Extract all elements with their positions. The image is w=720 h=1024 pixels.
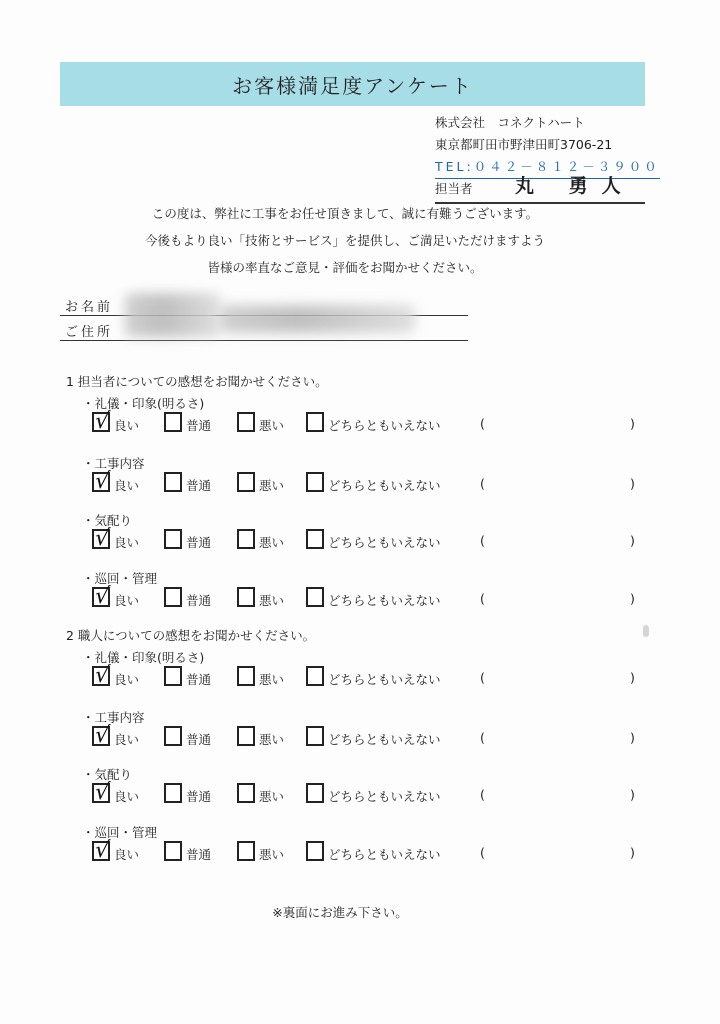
- option-checkbox[interactable]: [92, 526, 111, 551]
- check-mark-icon: √: [93, 723, 111, 748]
- option-checkbox[interactable]: [237, 726, 255, 746]
- option-label: 悪い: [259, 478, 285, 493]
- option-checkbox[interactable]: [237, 783, 255, 803]
- scan-speck: [643, 625, 649, 637]
- option-label: 悪い: [259, 418, 285, 433]
- option-checkbox[interactable]: [237, 841, 255, 861]
- check-mark-icon: √: [93, 469, 111, 494]
- option-label: どちらともいえない: [328, 789, 441, 804]
- section-title: 2 職人についての感想をお聞かせください。: [66, 628, 316, 643]
- option-checkbox[interactable]: [306, 726, 324, 746]
- option-label: 普通: [186, 535, 212, 550]
- question-label: ・気配り: [82, 513, 133, 528]
- option-checkbox[interactable]: [237, 472, 255, 492]
- comment-paren-open: (: [480, 845, 485, 860]
- check-mark-icon: √: [93, 409, 111, 434]
- option-checkbox[interactable]: [164, 587, 182, 607]
- check-mark-icon: √: [93, 526, 111, 551]
- option-checkbox[interactable]: [92, 780, 111, 805]
- comment-paren-open: (: [480, 670, 485, 685]
- option-checkbox[interactable]: [164, 841, 182, 861]
- option-checkbox[interactable]: [164, 472, 182, 492]
- question-label: ・工事内容: [82, 710, 145, 725]
- option-label: どちらともいえない: [328, 418, 441, 433]
- option-label: 良い: [114, 535, 140, 550]
- comment-paren-close: ): [630, 730, 635, 745]
- option-label: 良い: [114, 789, 140, 804]
- option-checkbox[interactable]: [164, 666, 182, 686]
- answer-options-row: [92, 469, 652, 496]
- option-label: どちらともいえない: [328, 593, 441, 608]
- option-label: 良い: [114, 672, 140, 687]
- option-label: 良い: [114, 847, 140, 862]
- company-tel: TEL:０４２－８１２－３９００: [435, 156, 660, 179]
- answer-options-row: [92, 723, 652, 750]
- staff-name: 丸 勇人: [515, 175, 635, 197]
- option-label: 良い: [114, 418, 140, 433]
- answer-options-row: [92, 584, 652, 611]
- option-checkbox[interactable]: [306, 666, 324, 686]
- option-label: 普通: [186, 478, 212, 493]
- option-checkbox[interactable]: [164, 412, 182, 432]
- survey-title: お客様満足度アンケート: [60, 62, 645, 106]
- check-mark-icon: √: [93, 584, 111, 609]
- comment-paren-open: (: [480, 476, 485, 491]
- option-checkbox[interactable]: [92, 723, 111, 748]
- intro-line: 今後もより良い「技術とサービス」を提供し、ご満足いただけますよう: [144, 233, 545, 248]
- option-checkbox[interactable]: [306, 472, 324, 492]
- intro-line: この度は、弊社に工事をお任せ頂きまして、誠に有難うございます。: [151, 206, 539, 221]
- comment-paren-open: (: [480, 591, 485, 606]
- answer-options-row: [92, 409, 652, 436]
- question-label: ・巡回・管理: [82, 571, 158, 586]
- option-checkbox[interactable]: [237, 529, 255, 549]
- option-label: 良い: [114, 593, 140, 608]
- redacted-name-blur: [125, 293, 220, 337]
- intro-text: [0, 200, 690, 281]
- option-label: 普通: [186, 418, 212, 433]
- comment-paren-close: ): [630, 476, 635, 491]
- company-info: [435, 112, 660, 179]
- company-address: 東京都町田市野津田町3706-21: [435, 137, 613, 152]
- answer-options-row: [92, 780, 652, 807]
- comment-paren-close: ): [630, 416, 635, 431]
- address-field-line[interactable]: [60, 340, 468, 341]
- comment-paren-close: ): [630, 591, 635, 606]
- option-label: 普通: [186, 672, 212, 687]
- option-checkbox[interactable]: [306, 783, 324, 803]
- comment-paren-open: (: [480, 730, 485, 745]
- comment-paren-open: (: [480, 787, 485, 802]
- comment-paren-close: ): [630, 787, 635, 802]
- option-label: どちらともいえない: [328, 535, 441, 550]
- company-name: 株式会社 コネクトハート: [435, 115, 585, 130]
- option-checkbox[interactable]: [306, 841, 324, 861]
- option-label: 悪い: [259, 847, 285, 862]
- section-title: 1 担当者についての感想をお聞かせください。: [66, 374, 328, 389]
- option-checkbox[interactable]: [92, 663, 111, 688]
- option-label: 普通: [186, 593, 212, 608]
- name-label: お名前: [65, 300, 114, 315]
- check-mark-icon: √: [93, 663, 111, 688]
- option-checkbox[interactable]: [92, 469, 111, 494]
- answer-options-row: [92, 526, 652, 553]
- answer-options-row: [92, 838, 652, 865]
- staff-label: 担当者: [435, 181, 473, 196]
- comment-paren-close: ): [630, 845, 635, 860]
- redacted-address-blur: [220, 305, 415, 333]
- question-label: ・礼儀・印象(明るさ): [82, 650, 205, 665]
- option-checkbox[interactable]: [92, 584, 111, 609]
- comment-paren-close: ): [630, 670, 635, 685]
- comment-paren-open: (: [480, 533, 485, 548]
- option-label: 良い: [114, 732, 140, 747]
- option-checkbox[interactable]: [237, 412, 255, 432]
- option-checkbox[interactable]: [306, 412, 324, 432]
- option-label: 悪い: [259, 672, 285, 687]
- footer-note: ※裏面にお進み下さい。: [272, 905, 408, 920]
- check-mark-icon: √: [93, 780, 111, 805]
- option-checkbox[interactable]: [164, 726, 182, 746]
- option-checkbox[interactable]: [92, 838, 111, 863]
- question-label: ・礼儀・印象(明るさ): [82, 396, 205, 411]
- comment-paren-close: ): [630, 533, 635, 548]
- option-label: どちらともいえない: [328, 847, 441, 862]
- option-checkbox[interactable]: [306, 587, 324, 607]
- intro-line: 皆様の率直なご意見・評価をお聞かせください。: [207, 260, 483, 275]
- option-label: 悪い: [259, 732, 285, 747]
- question-label: ・気配り: [82, 767, 133, 782]
- answer-options-row: [92, 663, 652, 690]
- option-checkbox[interactable]: [164, 529, 182, 549]
- option-label: 悪い: [259, 789, 285, 804]
- option-label: 悪い: [259, 535, 285, 550]
- option-checkbox[interactable]: [237, 587, 255, 607]
- option-checkbox[interactable]: [164, 783, 182, 803]
- option-label: 普通: [186, 847, 212, 862]
- option-label: 普通: [186, 789, 212, 804]
- option-label: 悪い: [259, 593, 285, 608]
- question-label: ・工事内容: [82, 456, 145, 471]
- check-mark-icon: √: [93, 838, 111, 863]
- option-checkbox[interactable]: [92, 409, 111, 434]
- address-label: ご住所: [65, 325, 114, 340]
- question-label: ・巡回・管理: [82, 825, 158, 840]
- option-checkbox[interactable]: [237, 666, 255, 686]
- option-label: どちらともいえない: [328, 672, 441, 687]
- option-checkbox[interactable]: [306, 529, 324, 549]
- option-label: どちらともいえない: [328, 732, 441, 747]
- option-label: 良い: [114, 478, 140, 493]
- option-label: 普通: [186, 732, 212, 747]
- comment-paren-open: (: [480, 416, 485, 431]
- option-label: どちらともいえない: [328, 478, 441, 493]
